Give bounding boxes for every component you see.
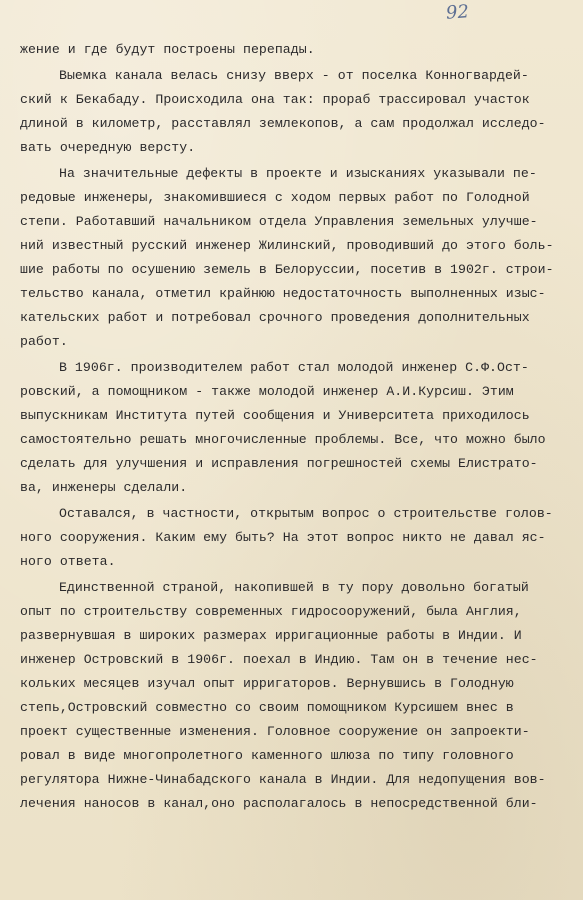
- text-line: Оставался, в частности, открытым вопрос о строительстве голов-: [59, 506, 553, 521]
- text-line: лечения наносов в канал,оно располагалось в непосредственной бли-: [20, 796, 538, 811]
- text-line: инженер Островский в 1906г. поехал в Индию. Там он в течение нес-: [20, 652, 538, 667]
- text-line: ва, инженеры сделали.: [20, 480, 188, 495]
- text-line: ровский, а помощником - также молодой инженер А.И.Курсиш. Этим: [20, 384, 514, 399]
- text-line: регулятора Нижне-Чинабадского канала в Индии. Для недопущения вов-: [20, 772, 546, 787]
- text-line: ний известный русский инженер Жилинский, проводивший до этого боль-: [20, 238, 554, 253]
- text-line: опыт по строительству современных гидросооружений, была Англия,: [20, 604, 522, 619]
- text-line: работ.: [20, 334, 68, 349]
- text-line: Выемка канала велась снизу вверх - от поселка Конногвардей-: [59, 68, 529, 83]
- text-line: В 1906г. производителем работ стал молодой инженер С.Ф.Ост-: [59, 360, 529, 375]
- text-line: редовые инженеры, знакомившиеся с ходом первых работ по Голодной: [20, 190, 530, 205]
- text-line: тельство канала, отметил крайнюю недостаточность выполненных изыс-: [20, 286, 546, 301]
- text-line: степь,Островский совместно со своим помощником Курсишем внес в: [20, 700, 514, 715]
- text-line: длиной в километр, расставлял землекопов, а сам продолжал исследо-: [20, 116, 546, 131]
- text-line: кательских работ и потребовал срочного проведения дополнительных: [20, 310, 530, 325]
- text-line: ский к Бекабаду. Происходила она так: прораб трассировал участок: [20, 92, 530, 107]
- text-line: жение и где будут построены перепады.: [20, 42, 315, 57]
- text-line: степи. Работавший начальником отдела Управления земельных улучше-: [20, 214, 538, 229]
- text-line: ного ответа.: [20, 554, 116, 569]
- text-line: развернувшая в широких размерах ирригационные работы в Индии. И: [20, 628, 522, 643]
- text-line: Единственной страной, накопившей в ту пору довольно богатый: [59, 580, 529, 595]
- text-line: сделать для улучшения и исправления погрешностей схемы Елистрато-: [20, 456, 538, 471]
- text-line: выпускникам Института путей сообщения и Университета приходилось: [20, 408, 530, 423]
- text-line: кольких месяцев изучал опыт ирригаторов. Вернувшись в Голодную: [20, 676, 514, 691]
- text-line: ровал в виде многопролетного каменного шлюза по типу головного: [20, 748, 514, 763]
- text-line: На значительные дефекты в проекте и изысканиях указывали пе-: [59, 166, 537, 181]
- text-line: шие работы по осушению земель в Белоруссии, посетив в 1902г. строи-: [20, 262, 554, 277]
- text-line: ного сооружения. Каким ему быть? На этот вопрос никто не давал яс-: [20, 530, 546, 545]
- text-line: проект существенные изменения. Головное сооружение он запроекти-: [20, 724, 530, 739]
- page-number: 92: [445, 1, 470, 24]
- text-line: самостоятельно решать многочисленные проблемы. Все, что можно было: [20, 432, 546, 447]
- text-line: вать очередную версту.: [20, 140, 196, 155]
